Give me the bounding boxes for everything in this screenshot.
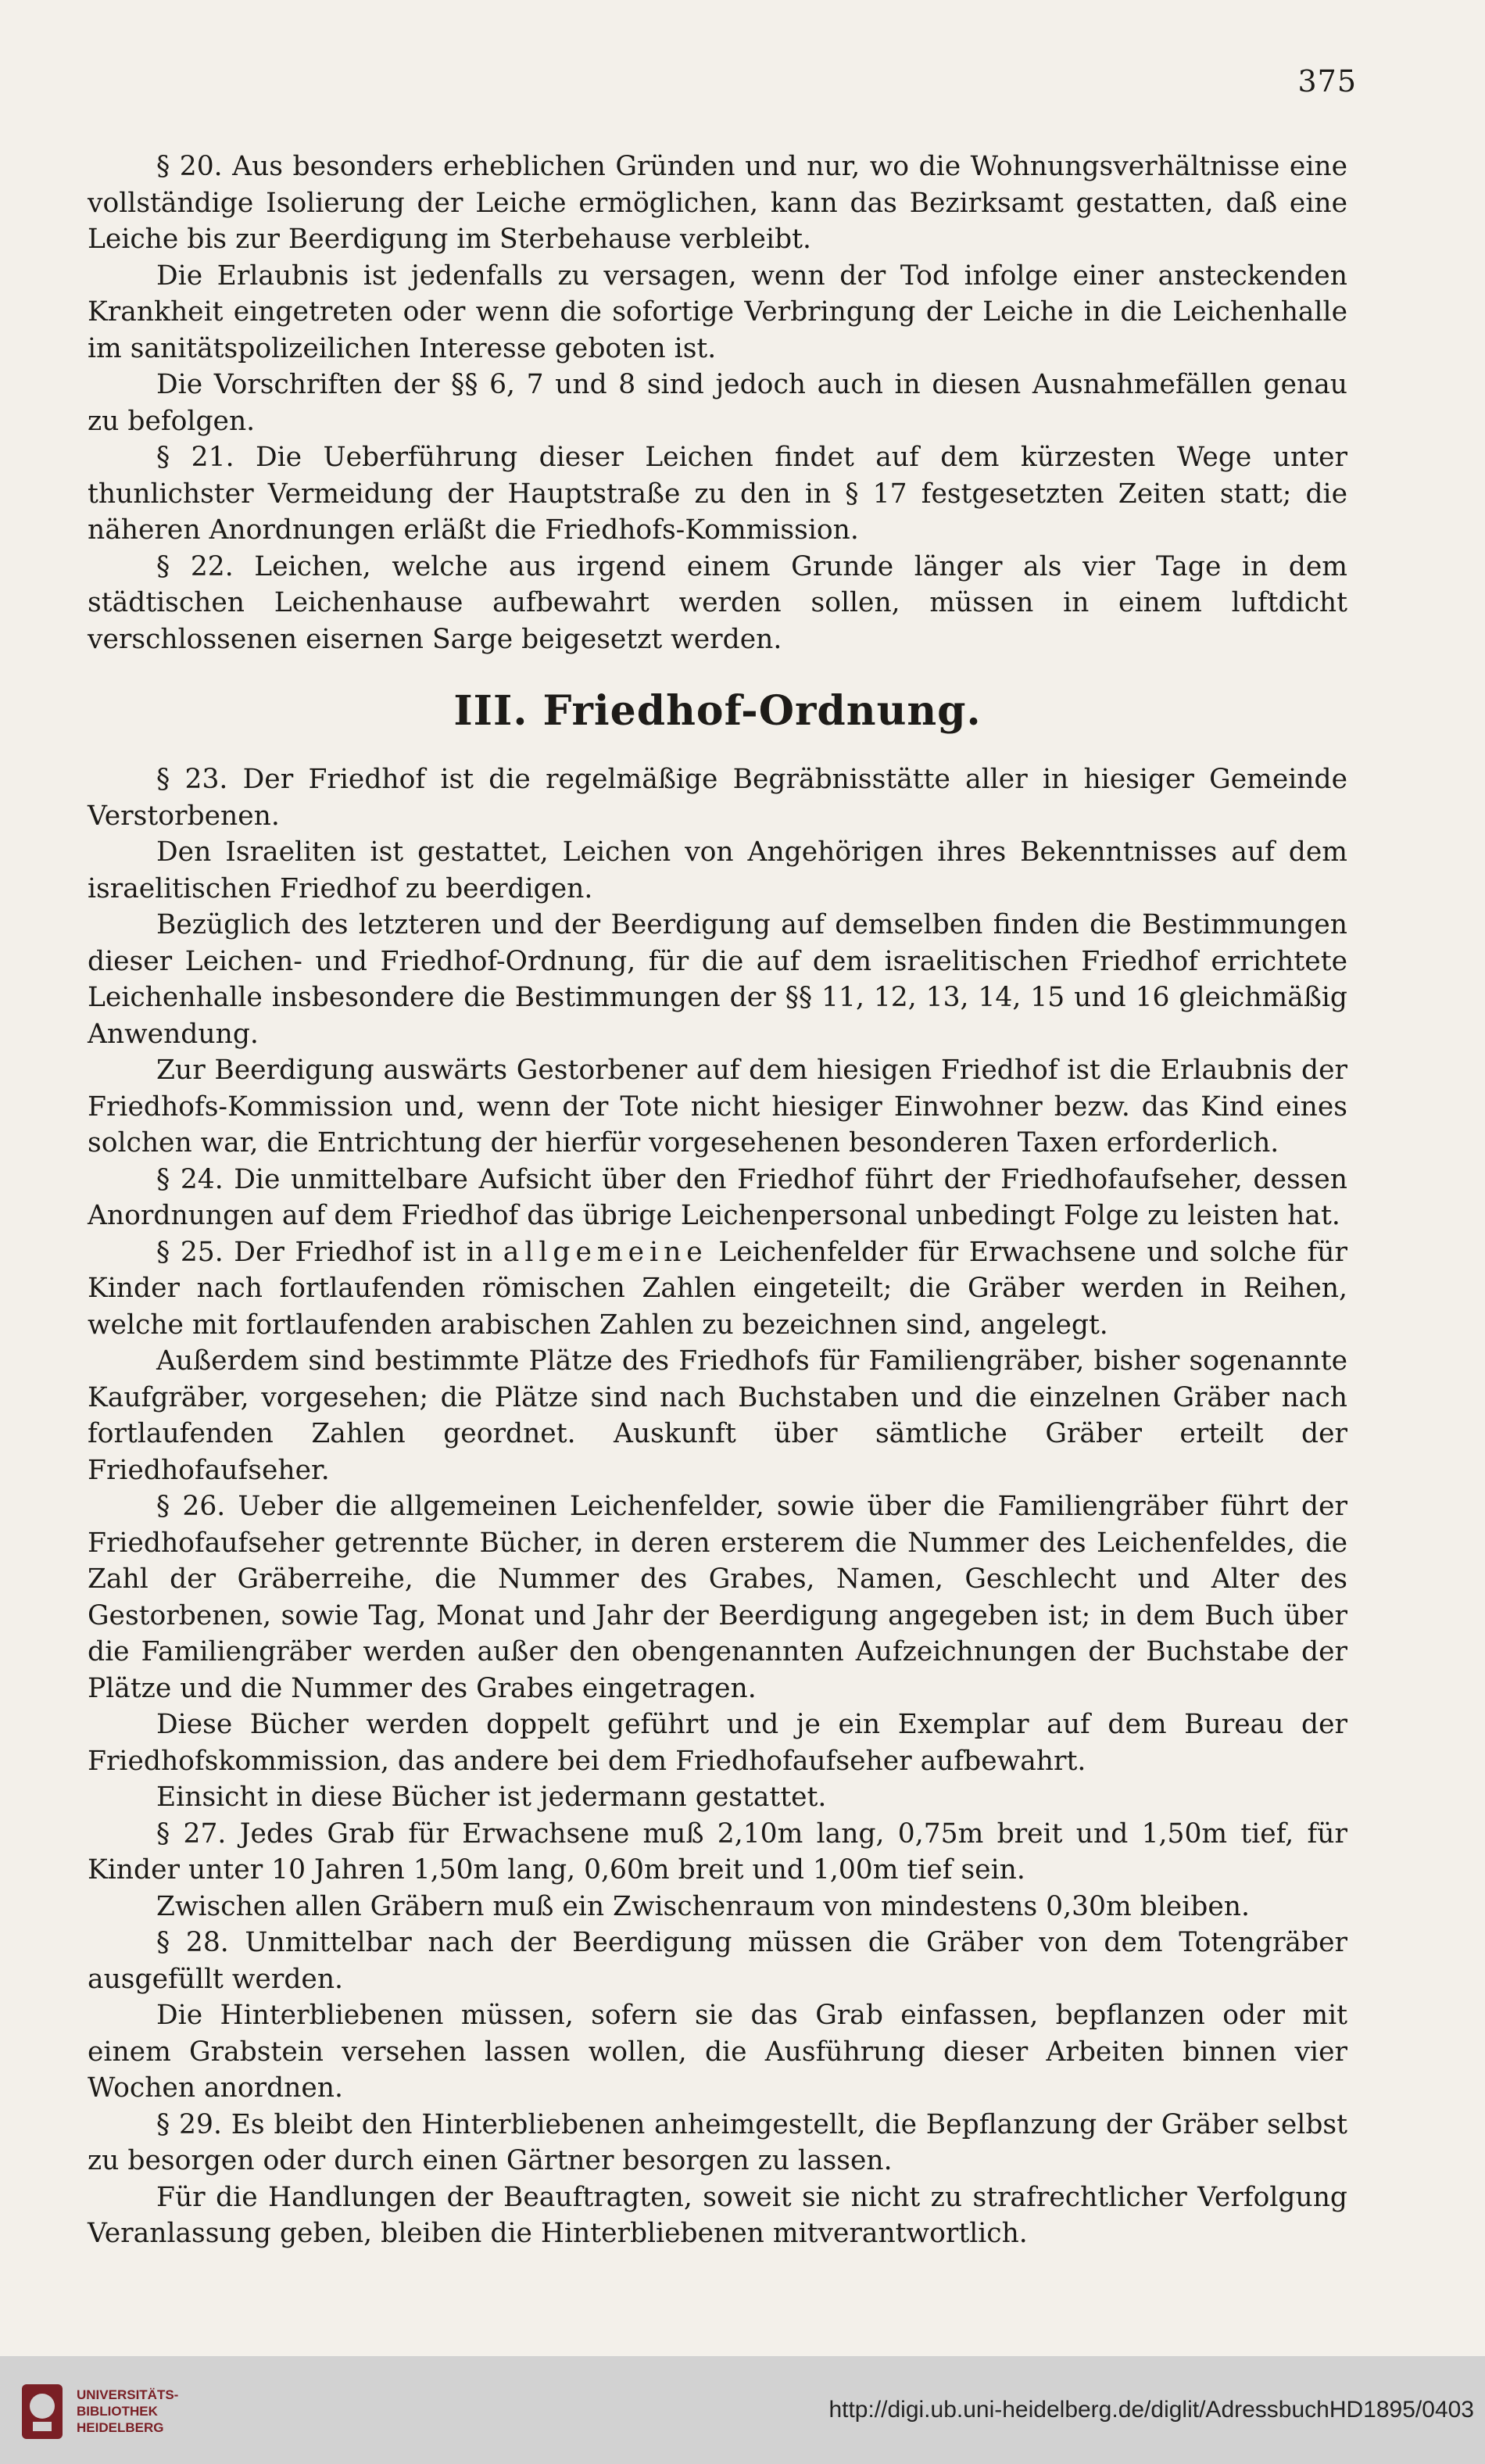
paragraph: § 22. Leichen, welche aus irgend einem Grunde länger als vier Tage in dem städtischen Leichenhause aufbewahrt werden sollen, müssen in einem luftdicht verschlossenen eisernen Sarge beigesetzt werden. — [88, 550, 1347, 655]
paragraph-group-after — [88, 761, 1347, 2252]
paragraph: § 28. Unmittelbar nach der Beerdigung müssen die Gräber von dem Totengräber ausgefüllt werden. — [88, 1927, 1347, 1995]
source-url-link[interactable]: http://digi.ub.uni-heidelberg.de/diglit/AdressbuchHD1895/0403 — [828, 2397, 1474, 2423]
paragraph: Zwischen allen Gräbern muß ein Zwischenraum von mindestens 0,30m bleiben. — [156, 1890, 1250, 1922]
paragraph-25-pre: § 25. Der Friedhof ist in — [156, 1236, 503, 1268]
paragraph-25 — [88, 1234, 1347, 1344]
paragraph: Die Hinterbliebenen müssen, sofern sie das Grab einfassen, bepflanzen oder mit einem Grabstein versehen lassen wollen, die Ausführung dieser Arbeiten binnen vier Wochen anordnen. — [88, 2000, 1347, 2104]
page-number: 375 — [1297, 64, 1357, 98]
logo-line: UNIVERSITÄTS- — [77, 2387, 179, 2402]
paragraph: § 21. Die Ueberführung dieser Leichen findet auf dem kürzesten Wege unter thunlichster Vermeidung der Hauptstraße zu den in § 17 festgesetzten Zeiten statt; die näheren Anordnungen erläßt die Friedhofs-Kommission. — [88, 442, 1347, 546]
paragraph: § 27. Jedes Grab für Erwachsene muß 2,10m lang, 0,75m breit und 1,50m tief, für Kinder unter 10 Jahren 1,50m lang, 0,60m breit und 1,00m tief sein. — [88, 1818, 1347, 1886]
paragraph: Bezüglich des letzteren und der Beerdigung auf demselben finden die Bestimmungen dieser Leichen- und Friedhof-Ordnung, für die auf dem israelitischen Friedhof errichtete Leichenhalle insbesondere die Bestimmungen der §§ 11, 12, 13, 14, 15 und 16 gleichmäßig Anwendung. — [88, 909, 1347, 1050]
paragraph: Einsicht in diese Bücher ist jedermann gestattet. — [156, 1782, 827, 1813]
paragraph: Die Erlaubnis ist jedenfalls zu versagen, wenn der Tod infolge einer ansteckenden Krankheit eingetreten oder wenn die sofortige Verbringung der Leiche in die Leichenhalle im sanitätspolizeilichen Interesse geboten ist. — [88, 260, 1347, 364]
logo-line: HEIDELBERG — [77, 2419, 164, 2435]
paragraph: Zur Beerdigung auswärts Gestorbener auf dem hiesigen Friedhof ist die Erlaubnis der Friedhofs-Kommission und, wenn der Tote nicht hiesiger Einwohner bezw. das Kind eines solchen war, die Entrichtung der hierfür vorgesehenen besonderen Taxen erforderlich. — [88, 1055, 1347, 1159]
paragraph: § 26. Ueber die allgemeinen Leichenfelder, sowie über die Familiengräber führt der Friedhofaufseher getrennte Bücher, in deren ersterem die Nummer des Leichenfeldes, die Zahl der Gräberreihe, die Nummer des Grabes, Namen, Geschlecht und Alter des Gestorbenen, sowie Tag, Monat und Jahr der Beerdigung angegeben ist; in dem Buch über die Familiengräber werden außer den obengenannten Aufzeichnungen der Buchstabe der Plätze und die Nummer des Grabes eingetragen. — [88, 1491, 1347, 1704]
library-logo[interactable] — [19, 2375, 222, 2447]
library-logo-text — [77, 2387, 178, 2436]
paragraph: Den Israeliten ist gestattet, Leichen von Angehörigen ihres Bekenntnisses auf dem israelitischen Friedhof zu beerdigen. — [88, 836, 1347, 904]
paragraph: Diese Bücher werden doppelt geführt und je ein Exemplar auf dem Bureau der Friedhofskommission, das andere bei dem Friedhofaufseher aufbewahrt. — [88, 1709, 1347, 1777]
paragraph: Die Vorschriften der §§ 6, 7 und 8 sind jedoch auch in diesen Ausnahmefällen genau zu befolgen. — [88, 369, 1347, 437]
library-seal-icon — [19, 2378, 66, 2444]
logo-line: BIBLIOTHEK — [77, 2403, 158, 2419]
paragraph: § 20. Aus besonders erheblichen Gründen und nur, wo die Wohnungsverhältnisse eine vollständige Isolierung der Leiche ermöglichen, kann das Bezirksamt gestatten, daß eine Leiche bis zur Beerdigung im Sterbehause verbleibt. — [88, 151, 1347, 255]
paragraph-25-post: Leichenfelder für Erwachsene und solche für Kinder nach fortlaufenden römischen Zahlen eingeteilt; die Gräber werden in Reihen, welche mit fortlaufenden arabischen Zahlen zu bezeichnen sind, angelegt. — [88, 1236, 1347, 1341]
paragraph: § 24. Die unmittelbare Aufsicht über den Friedhof führt der Friedhofaufseher, dessen Anordnungen auf dem Friedhof das übrige Leichenpersonal unbedingt Folge zu leisten hat. — [88, 1163, 1347, 1231]
paragraph: § 23. Der Friedhof ist die regelmäßige Begräbnisstätte aller in hiesiger Gemeinde Verstorbenen. — [88, 764, 1347, 832]
paragraph: § 29. Es bleibt den Hinterbliebenen anheimgestellt, die Bepflanzung der Gräber selbst zu besorgen oder durch einen Gärtner besorgen zu lassen. — [88, 2108, 1347, 2176]
page-body — [88, 149, 1347, 2252]
paragraph: Außerdem sind bestimmte Plätze des Friedhofs für Familiengräber, bisher sogenannte Kaufgräber, vorgesehen; die Plätze sind nach Buchstaben und die einzelnen Gräber nach fortlaufenden Zahlen geordnet. Auskunft über sämtliche Gräber erteilt der Friedhofaufseher. — [88, 1345, 1347, 1486]
spaced-word: allgemeine — [503, 1236, 708, 1268]
section-heading: III. Friedhof-Ordnung. — [453, 687, 982, 735]
footer-bar — [0, 2356, 1485, 2464]
paragraph: Für die Handlungen der Beauftragten, soweit sie nicht zu strafrechtlicher Verfolgung Veranlassung geben, bleiben die Hinterbliebenen mitverantwortlich. — [88, 2181, 1347, 2249]
paragraph-group-before — [88, 149, 1347, 657]
